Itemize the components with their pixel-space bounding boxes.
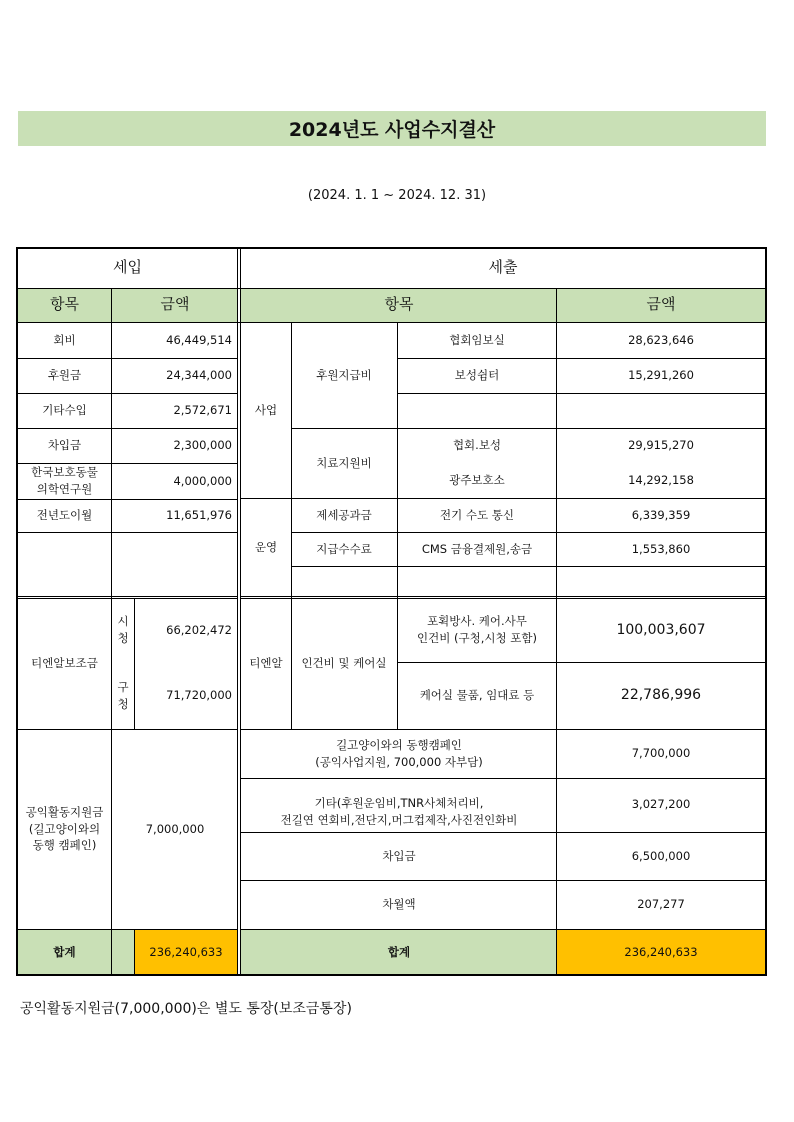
expense-treatment-item-boseong: 협회.보성 — [452, 438, 502, 453]
expense-line — [241, 598, 766, 599]
footnote: 공익활동지원금(7,000,000)은 별도 통장(보조금통장) — [20, 1001, 352, 1017]
expense-header: 세출 — [488, 258, 518, 277]
expense-tnr-item-labor: 포획방사. 케어.사무 인건비 (구청,시청 포함) — [417, 614, 537, 645]
income-amount-membership: 46,449,514 — [166, 332, 232, 347]
expense-business-label: 사업 — [254, 402, 278, 417]
income-label-carryover: 전년도이월 — [36, 508, 93, 523]
income-vline-tnr — [134, 598, 135, 729]
table-border-bottom — [16, 974, 767, 976]
expense-tnr-amount-labor: 100,003,607 — [616, 621, 706, 638]
expense-vline-category — [291, 322, 292, 729]
expense-misc-item: 기타(후원운임비,TNR사체처리비, 전길연 연회비,전단지,머그컵제작,사진전인화비 — [280, 796, 518, 827]
expense-operation-tax-amount: 6,339,359 — [631, 507, 691, 522]
expense-campaign-amount: 7,700,000 — [631, 746, 691, 761]
expense-treatment-amount-gwangju: 14,292,158 — [628, 473, 694, 488]
income-col-item-header: 항목 — [17, 288, 112, 322]
expense-operation-label: 운영 — [254, 539, 278, 554]
expense-line — [241, 729, 766, 730]
income-label-donation: 후원금 — [47, 368, 82, 383]
expense-line — [241, 880, 766, 881]
expense-vline-amount — [556, 288, 557, 976]
document-title: 2024년도 사업수지결산 — [18, 111, 766, 146]
income-line — [16, 499, 238, 500]
income-tnr-amount-city: 66,202,472 — [166, 622, 232, 637]
expense-line — [241, 929, 766, 930]
income-vline-total — [134, 929, 135, 975]
line-under-header — [16, 288, 767, 289]
income-line — [16, 598, 238, 599]
expense-line — [241, 832, 766, 833]
expense-tnr-label: 티엔알 — [249, 656, 283, 671]
income-line — [16, 532, 238, 533]
expense-line — [291, 532, 766, 533]
expense-line — [291, 428, 766, 429]
table-border-top — [16, 247, 767, 249]
section-divider-a — [237, 247, 238, 976]
expense-support-item-boseong: 보성쉼터 — [454, 368, 500, 383]
income-amount-other: 2,572,671 — [173, 403, 232, 418]
expense-tnr-item-supplies: 케어실 물품, 임대료 등 — [419, 688, 535, 703]
expense-carryover-amount: 207,277 — [637, 897, 685, 912]
income-line — [16, 929, 238, 930]
expense-line — [241, 498, 766, 499]
expense-support-item-shelter-room: 협회임보실 — [449, 332, 505, 347]
expense-operation-fee-category: 지급수수료 — [316, 541, 372, 556]
expense-total-amount: 236,240,633 — [557, 929, 765, 975]
expense-total-label: 합계 — [241, 929, 557, 975]
income-header: 세입 — [113, 258, 142, 277]
expense-support-amount-boseong: 15,291,260 — [628, 368, 694, 383]
income-tnr-sub-city: 시 청 — [117, 614, 129, 645]
income-label-public-activity: 공익활동지원금 (길고양이와의 동행 캠페인) — [25, 804, 104, 853]
expense-loan-item: 차입금 — [382, 848, 416, 863]
expense-support-label: 후원지급비 — [316, 367, 372, 382]
expense-line — [291, 566, 766, 567]
line-under-colheader — [16, 322, 767, 323]
section-divider-b — [240, 247, 241, 976]
fiscal-period: (2024. 1. 1 ~ 2024. 12. 31) — [307, 188, 487, 203]
expense-support-amount-shelter-room: 28,623,646 — [628, 332, 694, 347]
income-vline — [111, 288, 112, 976]
income-line — [16, 596, 238, 597]
income-label-tnr-subsidy: 티엔알보조금 — [31, 656, 98, 671]
income-label-loan: 차입금 — [47, 438, 82, 453]
expense-operation-tax-item: 전기 수도 통신 — [440, 507, 514, 522]
income-line — [16, 393, 238, 394]
income-tnr-amount-district: 71,720,000 — [166, 688, 232, 703]
income-amount-donation: 24,344,000 — [166, 368, 232, 383]
expense-operation-fee-item: CMS 금융결제원,송금 — [421, 541, 533, 556]
table-border-right — [765, 247, 767, 976]
expense-misc-amount: 3,027,200 — [631, 797, 691, 811]
expense-col-amount-header: 금액 — [557, 288, 765, 322]
expense-line — [397, 393, 766, 394]
expense-campaign-item: 길고양이와의 동행캠페인 (공익사업지원, 700,000 자부담) — [315, 737, 483, 769]
income-label-other: 기타수입 — [42, 403, 87, 418]
income-total-label: 합계 — [17, 929, 112, 975]
income-amount-loan: 2,300,000 — [173, 438, 232, 453]
income-line — [16, 729, 238, 730]
income-total-spacer — [112, 929, 134, 975]
income-amount-public-activity: 7,000,000 — [145, 821, 205, 836]
income-amount-carryover: 11,651,976 — [166, 508, 232, 523]
expense-tnr-amount-supplies: 22,786,996 — [620, 687, 702, 704]
expense-operation-fee-amount: 1,553,860 — [631, 541, 691, 556]
expense-loan-amount: 6,500,000 — [631, 848, 691, 863]
expense-line — [241, 778, 766, 779]
expense-tnr-category: 인건비 및 케어실 — [301, 656, 387, 671]
expense-line — [241, 596, 766, 597]
expense-treatment-amount-boseong: 29,915,270 — [628, 438, 694, 453]
income-tnr-sub-district: 구 청 — [117, 679, 129, 711]
expense-vline-item — [397, 322, 398, 729]
income-line — [16, 428, 238, 429]
income-line — [16, 463, 238, 464]
expense-carryover-item: 차월액 — [382, 897, 416, 912]
expense-line — [397, 358, 766, 359]
expense-operation-tax-category: 제세공과금 — [316, 507, 372, 522]
income-label-institute: 한국보호동물 의학연구원 — [31, 465, 98, 496]
income-amount-institute: 4,000,000 — [173, 473, 232, 488]
expense-line — [397, 662, 766, 663]
income-line — [16, 358, 238, 359]
table-border-left — [16, 247, 18, 976]
expense-treatment-item-gwangju: 광주보호소 — [449, 473, 505, 488]
income-total-amount: 236,240,633 — [134, 929, 238, 975]
income-col-amount-header: 금액 — [112, 288, 238, 322]
expense-col-item-header: 항목 — [241, 288, 557, 322]
expense-treatment-label: 치료지원비 — [316, 455, 372, 470]
income-label-membership: 회비 — [53, 332, 76, 347]
